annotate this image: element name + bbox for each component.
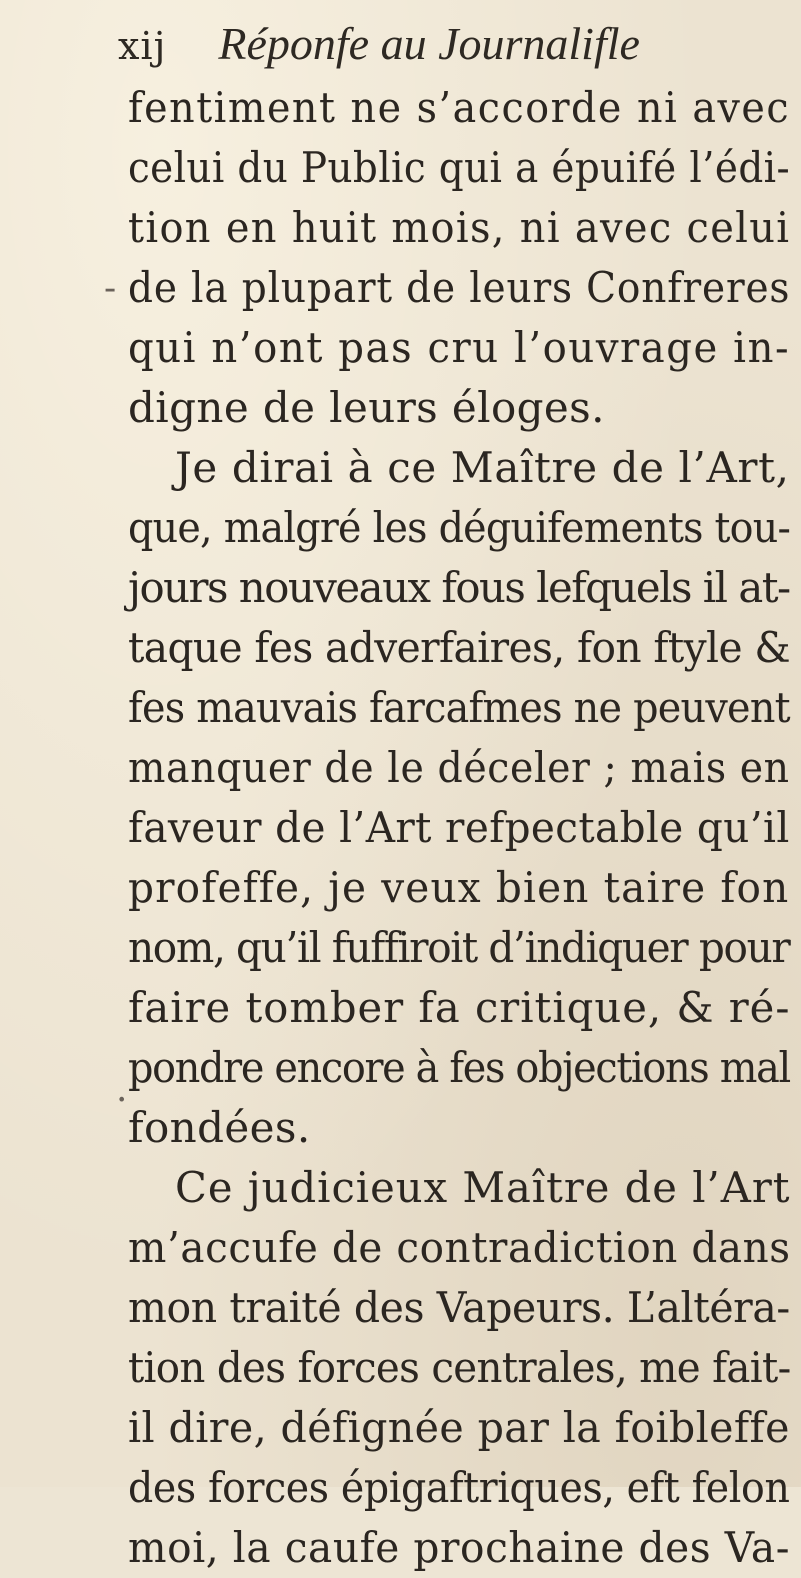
text-line: faire tomber fa critique, & ré- xyxy=(128,983,791,1032)
text-line: profeffe, je veux bien taire fon xyxy=(128,863,790,912)
text-line: pondre encore à fes objections mal xyxy=(128,1043,790,1092)
text-line: celui du Public qui a épuifé l’édi- xyxy=(128,143,790,192)
text-line: tion des forces centrales, me fait- xyxy=(128,1343,791,1392)
text-line: nom, qu’il fuffiroit d’indiquer pour xyxy=(128,923,790,972)
text-line: moi, la caufe prochaine des Va- xyxy=(128,1523,791,1572)
text-line: que, malgré les déguifements tou- xyxy=(128,503,791,552)
text-line: Je dirai à ce Maître de l’Art, xyxy=(175,443,790,492)
text-line: des forces épigaftriques, eft felon xyxy=(128,1463,790,1512)
text-line: tion en huit mois, ni avec celui xyxy=(128,203,791,252)
text-line: qui n’ont pas cru l’ouvrage in- xyxy=(128,323,791,372)
text-line: fentiment ne s’accorde ni avec xyxy=(128,83,791,132)
text-line: manquer de le déceler ; mais en xyxy=(128,743,790,792)
text-line: mon traité des Vapeurs. L’altéra- xyxy=(128,1283,790,1332)
text-line: digne de leurs éloges. xyxy=(128,383,605,432)
text-line: fes mauvais farcafmes ne peuvent xyxy=(128,683,790,732)
text-line: Ce judicieux Maître de l’Art xyxy=(175,1163,791,1212)
text-line: jours nouveaux fous lefquels il at- xyxy=(128,563,790,612)
page-number: xij xyxy=(118,24,167,68)
margin-dash-mark: - xyxy=(104,268,117,309)
text-line: fondées. xyxy=(128,1103,311,1152)
text-line: taque fes adverfaires, fon ftyle & xyxy=(128,623,790,672)
page-header xyxy=(118,14,718,74)
text-line: m’accufe de contradiction dans xyxy=(128,1223,791,1272)
running-title: Réponfe au Journalifle xyxy=(218,18,640,69)
text-line: de la plupart de leurs Confreres xyxy=(128,263,791,312)
text-line: faveur de l’Art refpectable qu’il xyxy=(128,803,790,852)
margin-tick-mark: · xyxy=(116,1080,128,1121)
text-line: il dire, défignée par la foibleffe xyxy=(128,1403,790,1452)
